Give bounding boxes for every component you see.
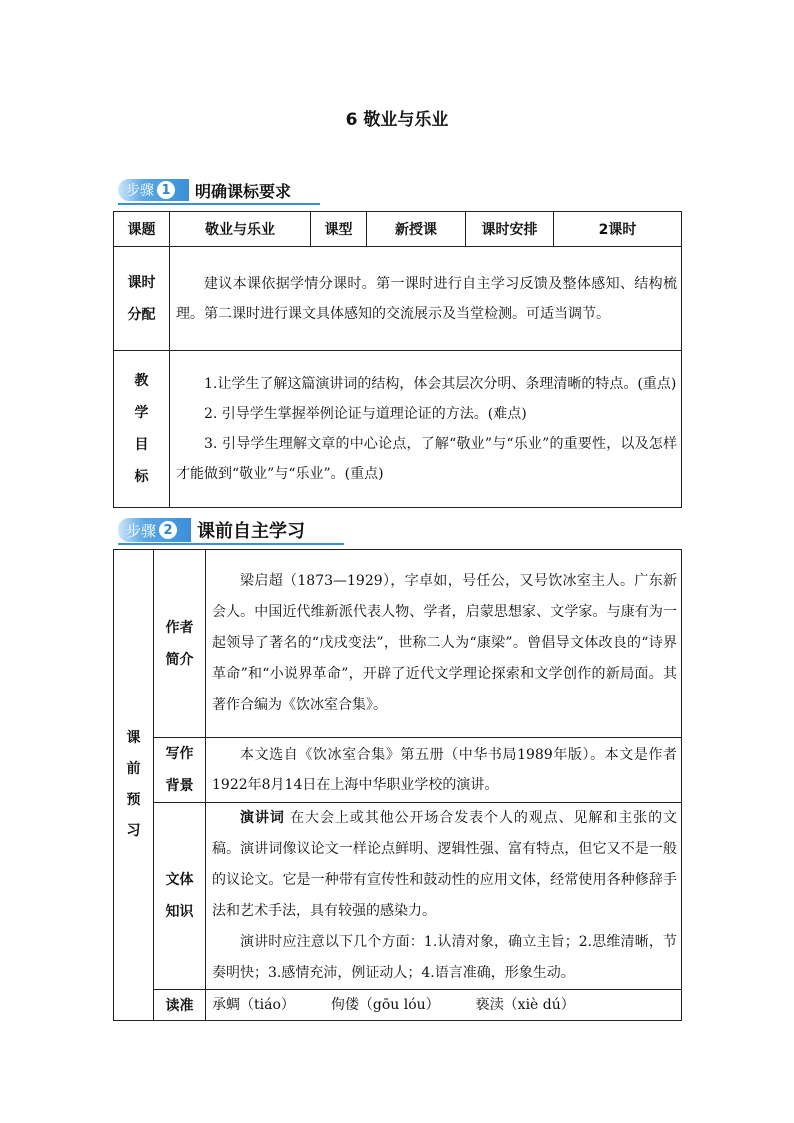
pronunciation-item: 亵渎（xiè dú） [475, 997, 575, 1013]
goals-label [114, 351, 170, 508]
pre-class-label [114, 550, 154, 1021]
pre-class-label-char: 课 [126, 730, 141, 746]
author-text: 梁启超（1873—1929），字卓如，号任公，又号饮冰室主人。广东新会人。中国近代维新派代表人物、学者，启蒙思想家、文学家。与康有为一起领导了著名的“戊戌变法”，世称二人为“康梁”。曾倡导文体改良的“诗界革命”和“小说界革命”，开辟了近代文学理论探索和文学创作的新局面。其著作合编为《饮冰室合集》。 [206, 550, 682, 738]
header-schedule-label: 课时安排 [466, 212, 554, 247]
step-title: 明确课标要求 [195, 181, 292, 201]
pre-class-label-char: 习 [126, 823, 141, 839]
header-topic-label: 课题 [114, 212, 170, 247]
goal-item: 3. 引导学生理解文章的中心论点，了解“敬业”与“乐业”的重要性，以及怎样才能做到“敬业”与“乐业”。(重点) [176, 436, 677, 482]
pronunciation-list [206, 990, 682, 1021]
topic-value: 敬业与乐业 [170, 212, 311, 247]
genre-definition: 在大会上或其他公开场合发表个人的观点、见解和主张的文稿。演讲词像议论文一样论点鲜明、逻辑性强、富有特点，但它又不是一般的议论文。它是一种带有宣传性和鼓动性的应用文体，经常使用各种修辞手法和艺术手法，具有较强的感染力。 [212, 810, 678, 919]
goals-label-char: 标 [134, 469, 149, 485]
step-1-header [118, 179, 291, 201]
genre-content [206, 803, 682, 990]
genre-label [154, 803, 206, 990]
allocation-label-line: 分配 [127, 306, 156, 323]
background-label [154, 738, 206, 803]
background-text: 本文选自《饮冰室合集》第五册（中华书局1989年版）。本文是作者1922年8月14日在上海中华职业学校的演讲。 [206, 738, 682, 803]
type-value: 新授课 [367, 212, 466, 247]
goals-content [170, 351, 682, 508]
background-label-line: 写作 [165, 746, 194, 762]
step-title: 课前自主学习 [197, 521, 306, 542]
allocation-label [114, 247, 170, 351]
header-type-label: 课型 [311, 212, 367, 247]
genre-term: 演讲词 [240, 810, 285, 826]
author-label [154, 550, 206, 738]
goals-label-char: 学 [134, 405, 149, 421]
schedule-value: 2课时 [554, 212, 682, 247]
step-label: 步骤 [126, 521, 157, 540]
background-label-line: 背景 [165, 778, 194, 794]
genre-paragraph [212, 803, 677, 927]
genre-label-line: 文体 [165, 872, 194, 888]
step-badge [118, 518, 191, 542]
page-title: 6 敬业与乐业 [345, 110, 449, 130]
pronunciation-label: 读准 [154, 990, 206, 1021]
course-requirements-table [113, 211, 682, 508]
author-label-line: 简介 [165, 651, 194, 668]
goals-label-char: 目 [134, 437, 149, 453]
author-label-line: 作者 [165, 619, 194, 636]
step-underline [118, 203, 320, 205]
goal-item: 2. 引导学生掌握举例论证与道理论证的方法。(难点) [204, 406, 527, 422]
pronunciation-item: 承蜩（tiáo） [212, 997, 295, 1013]
step-number: 2 [159, 521, 177, 539]
step-2-header [118, 518, 305, 542]
step-label: 步骤 [126, 183, 154, 199]
step-underline [118, 543, 344, 545]
genre-paragraph: 演讲时应注意以下几个方面：1.认清对象，确立主旨；2.思维清晰，节奏明快；3.感情充沛，例证动人；4.语言准确，形象生动。 [212, 934, 677, 981]
step-number: 1 [157, 181, 175, 199]
allocation-label-line: 课时 [127, 274, 156, 291]
goals-label-char: 教 [134, 373, 149, 389]
genre-label-line: 知识 [165, 904, 194, 920]
goal-item: 1.让学生了解这篇演讲词的结构，体会其层次分明、条理清晰的特点。(重点) [204, 376, 677, 392]
step-badge [118, 179, 189, 201]
pre-class-study-table [113, 549, 682, 1021]
pre-class-label-char: 前 [126, 761, 141, 777]
pronunciation-item: 佝偻（gōu lóu） [330, 997, 440, 1013]
allocation-text: 建议本课依据学情分课时。第一课时进行自主学习反馈及整体感知、结构梳理。第二课时进行课文具体感知的交流展示及当堂检测。可适当调节。 [170, 247, 682, 351]
pre-class-label-char: 预 [126, 792, 141, 808]
